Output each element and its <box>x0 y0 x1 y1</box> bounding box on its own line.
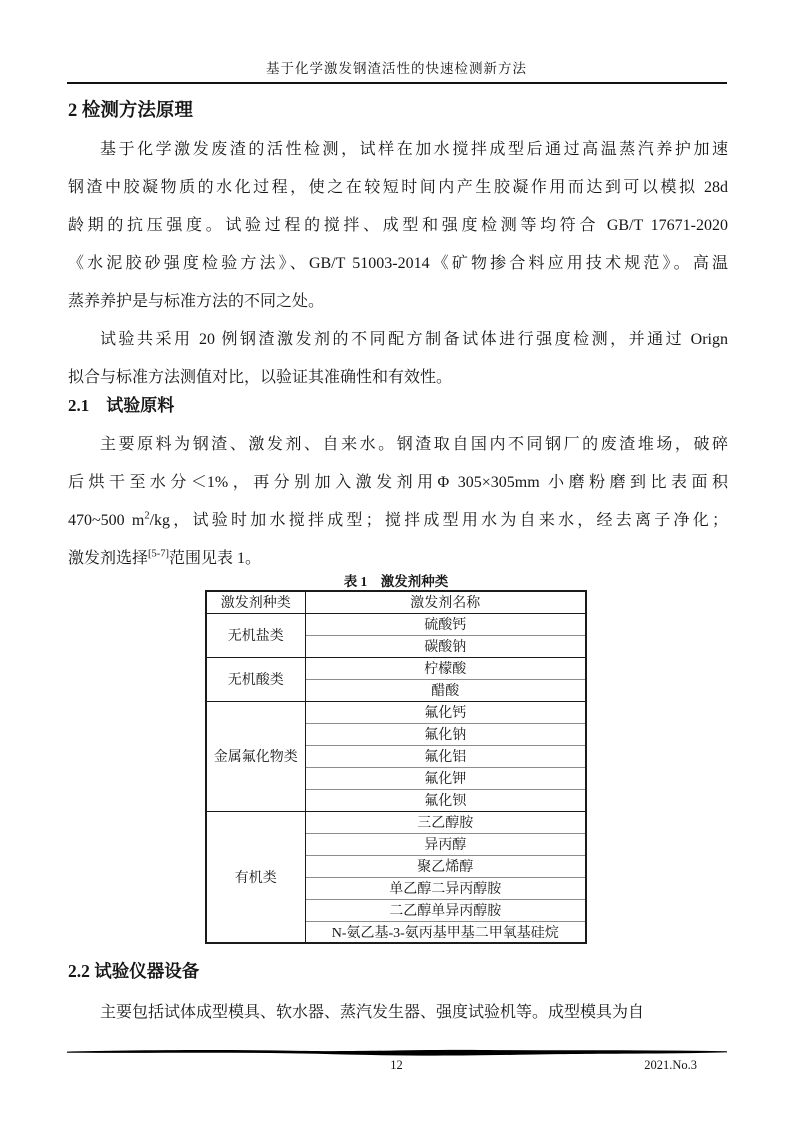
paragraph-line: 龄期的抗压强度。试验过程的搅拌、成型和强度检测等均符合 GB/T 17671-2020 <box>68 217 728 234</box>
activator-table-body <box>206 613 586 943</box>
activator-name-cell: 异丙醇 <box>305 833 586 855</box>
paragraph-line: 主要包括试体成型模具、软水器、蒸汽发生器、强度试验机等。成型模具为自 <box>100 1004 645 1021</box>
section-heading-2: 2 检测方法原理 <box>68 101 193 121</box>
activator-name-cell: 三乙醇胺 <box>305 811 586 833</box>
section-heading-2-1: 2.1 试验原料 <box>68 396 175 415</box>
column-header-category: 激发剂种类 <box>206 591 305 613</box>
section-heading-2-2: 2.2 试验仪器设备 <box>68 961 200 981</box>
paragraph-line: 470~500 $m^2/kg$，试验时加水搅拌成型；搅拌成型用水为自来水，经去离子净化； <box>68 510 728 529</box>
table-row <box>206 701 586 723</box>
paragraph-line: 激发剂选择[5-7]范围见表 1。 <box>68 548 262 567</box>
table-row <box>206 657 586 679</box>
running-header-title: 基于化学激发钢渣活性的快速检测新方法 <box>266 61 527 76</box>
activator-name-cell: 氟化铝 <box>305 745 586 767</box>
paragraph-raw-materials <box>68 426 728 578</box>
paragraph-test-plan <box>68 321 728 397</box>
activator-table-wrap <box>205 590 587 944</box>
activator-name-cell: 聚乙烯醇 <box>305 855 586 877</box>
activator-category-cell: 金属氟化物类 <box>206 701 305 811</box>
paragraph-line: 钢渣中胶凝物质的水化过程，使之在较短时间内产生胶凝作用而达到可以模拟 28d <box>68 179 728 196</box>
paragraph-line: 《水泥胶砂强度检验方法》、GB/T 51003-2014《矿物掺合料应用技术规范》。高温 <box>68 255 728 272</box>
header-rule <box>67 82 727 84</box>
table-caption: 表 1 激发剂种类 <box>343 574 449 589</box>
column-header-name: 激发剂名称 <box>305 591 586 613</box>
activator-category-cell: 无机盐类 <box>206 613 305 657</box>
activator-name-cell: 氟化钙 <box>305 701 586 723</box>
paragraph-line: 试验共采用 20 例钢渣激发剂的不同配方制备试体进行强度检测，并通过 Orign <box>100 331 728 348</box>
paragraph-method-principle <box>68 131 728 321</box>
paragraph-line: 蒸养养护是与标准方法的不同之处。 <box>68 293 325 310</box>
activator-name-cell: 柠檬酸 <box>305 657 586 679</box>
table-header-row <box>206 591 586 613</box>
activator-name-cell: 硫酸钙 <box>305 613 586 635</box>
paragraph-line: 主要原料为钢渣、激发剂、自来水。钢渣取自国内不同钢厂的废渣堆场，破碎 <box>100 436 728 453</box>
paragraph-line: 拟合与标准方法测值对比，以验证其准确性和有效性。 <box>68 369 453 386</box>
issue-number: 2021.No.3 <box>644 1058 697 1072</box>
activator-table <box>205 590 587 944</box>
page-number: 12 <box>390 1058 403 1072</box>
activator-name-cell: 二乙醇单异丙醇胺 <box>305 899 586 921</box>
table-row <box>206 613 586 635</box>
activator-name-cell: 氟化钾 <box>305 767 586 789</box>
activator-name-cell: 氟化钡 <box>305 789 586 811</box>
paragraph-line: 后烘干至水分＜1%，再分别加入激发剂用Φ 305×305mm 小磨粉磨到比表面积 <box>68 474 728 491</box>
activator-name-cell: 氟化钠 <box>305 723 586 745</box>
activator-category-cell: 无机酸类 <box>206 657 305 701</box>
activator-name-cell: N-氨乙基-3-氨丙基甲基二甲氧基硅烷 <box>305 921 586 943</box>
table-row <box>206 811 586 833</box>
paragraph-instruments <box>68 994 728 1032</box>
paragraph-line: 基于化学激发废渣的活性检测，试样在加水搅拌成型后通过高温蒸汽养护加速 <box>100 141 728 158</box>
activator-name-cell: 碳酸钠 <box>305 635 586 657</box>
activator-category-cell: 有机类 <box>206 811 305 943</box>
activator-name-cell: 单乙醇二异丙醇胺 <box>305 877 586 899</box>
activator-name-cell: 醋酸 <box>305 679 586 701</box>
